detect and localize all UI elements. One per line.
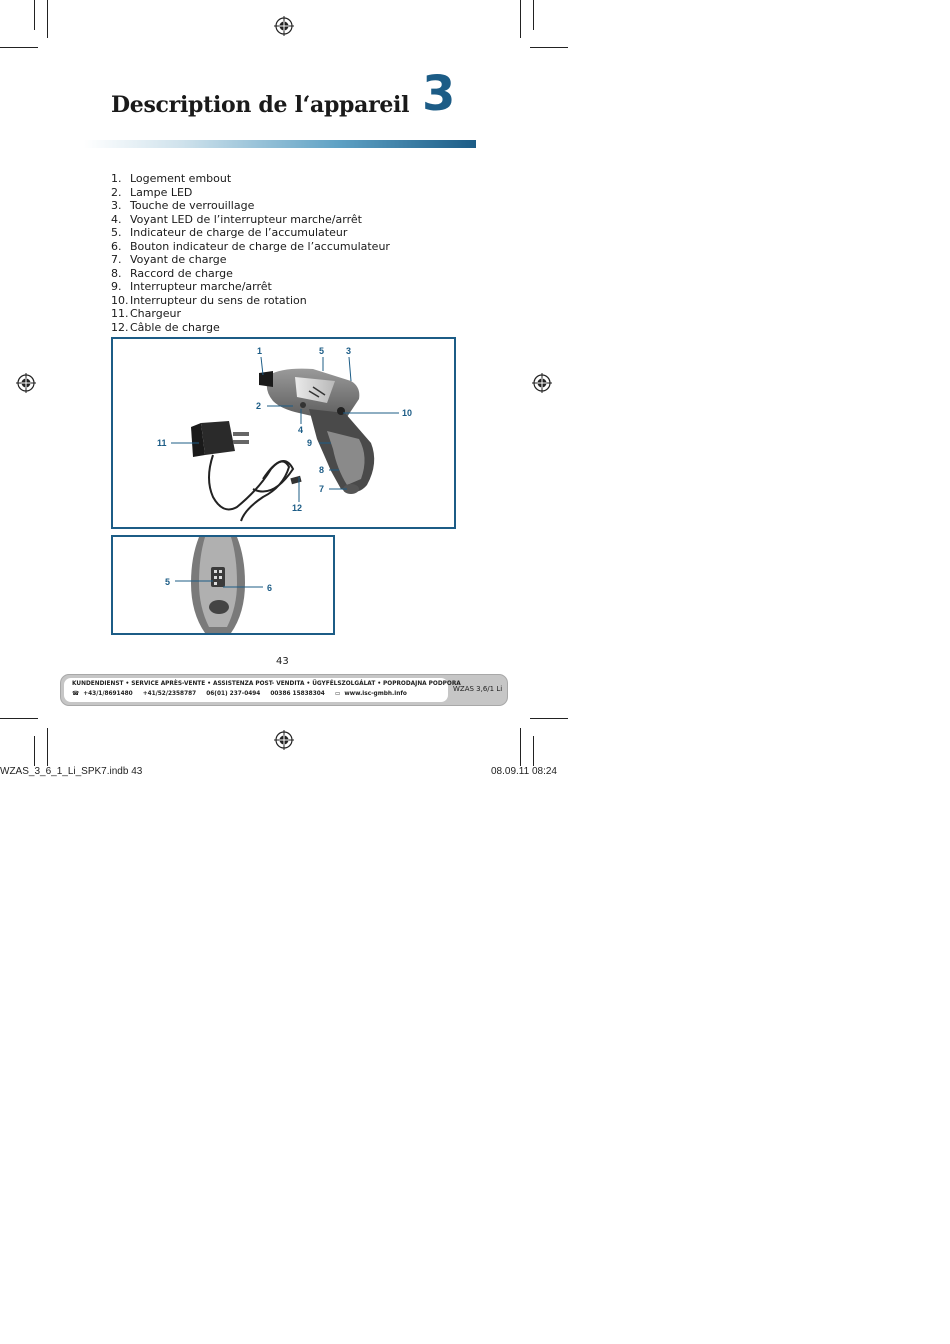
slug-datetime: 08.09.11 08:24 [491,766,557,777]
service-contacts [72,691,415,697]
page-title: Description de l‘appareil [111,92,410,118]
slug-filename: WZAS_3_6_1_Li_SPK7.indb 43 [0,766,143,777]
callout-label: 6 [267,583,273,593]
crop-mark [530,718,568,719]
title-underline [84,140,476,148]
service-bar-panel [64,678,461,702]
phone-number-ch: +41/52/2358787 [142,691,197,697]
list-item: 6. Bouton indicateur de charge de l’accumulateur [111,239,390,253]
list-item: 3. Touche de verrouillage [111,199,255,212]
screwdriver-icon [259,369,374,494]
product-figure-main [111,337,456,529]
callout-label: 2 [256,401,262,411]
list-item: 2. Lampe LED [111,185,193,199]
list-item: 1. Logement embout [111,172,232,185]
callout-label: 7 [319,484,325,494]
callout-label: 11 [157,438,167,448]
charge-indicator-illustration [113,537,333,633]
list-item: 9. Interrupteur marche/arrêt [111,280,272,293]
website-link[interactable]: www.isc-gmbh.info [344,691,407,697]
callout-label: 10 [402,408,413,418]
callout-label: 1 [257,346,263,356]
registration-mark-icon [274,730,294,750]
crop-mark [0,47,38,48]
list-item: 12. Câble de charge [111,320,220,334]
crop-mark [47,0,48,38]
service-headline: KUNDENDIENST • SERVICE APRÈS-VENTE • ASSISTENZA POST- VENDITA • ÜGYFÉLSZOLGÁLAT • POPRODAJNA PODPORA [72,681,461,687]
phone-icon: ☎ [72,691,80,697]
callout-label: 8 [319,465,325,475]
crop-mark [520,728,521,766]
registration-mark-icon [16,373,36,393]
list-item: 5. Indicateur de charge de l’accumulateur [111,226,348,239]
product-figure-detail [111,535,335,635]
crop-mark [34,736,35,766]
screwdriver-illustration [113,339,454,527]
crop-mark [530,47,568,48]
chapter-number: 3 [422,66,456,122]
registration-mark-icon [532,373,552,393]
crop-mark [533,736,534,766]
list-item: 8. Raccord de charge [111,266,233,280]
crop-mark [520,0,521,38]
callout-label: 5 [319,346,325,356]
phone-number-si: 00386 15838304 [270,691,325,697]
phone-number-hu: 06(01) 237-0494 [206,691,261,697]
service-bar [60,674,508,706]
list-item: 10. Interrupteur du sens de rotation [111,293,307,307]
crop-mark [0,718,38,719]
charger-icon [191,421,302,521]
callout-label: 4 [298,425,304,435]
crop-mark [34,0,35,30]
list-item: 11. Chargeur [111,307,181,320]
callout-label: 12 [292,503,303,513]
list-item: 7. Voyant de charge [111,253,227,266]
computer-icon: ▭ [334,691,341,697]
callout-label: 5 [165,577,171,587]
crop-mark [533,0,534,30]
list-item: 4. Voyant LED de l’interrupteur marche/arrêt [111,212,362,226]
phone-number-at: +43/1/8691480 [83,691,133,697]
parts-list [111,172,390,334]
crop-mark [47,728,48,766]
callout-label: 9 [307,438,313,448]
callout-label: 3 [346,346,352,356]
registration-mark-icon [274,16,294,36]
page-number: 43 [276,656,289,667]
model-label: WZAS 3,6/1 Li [453,685,503,693]
